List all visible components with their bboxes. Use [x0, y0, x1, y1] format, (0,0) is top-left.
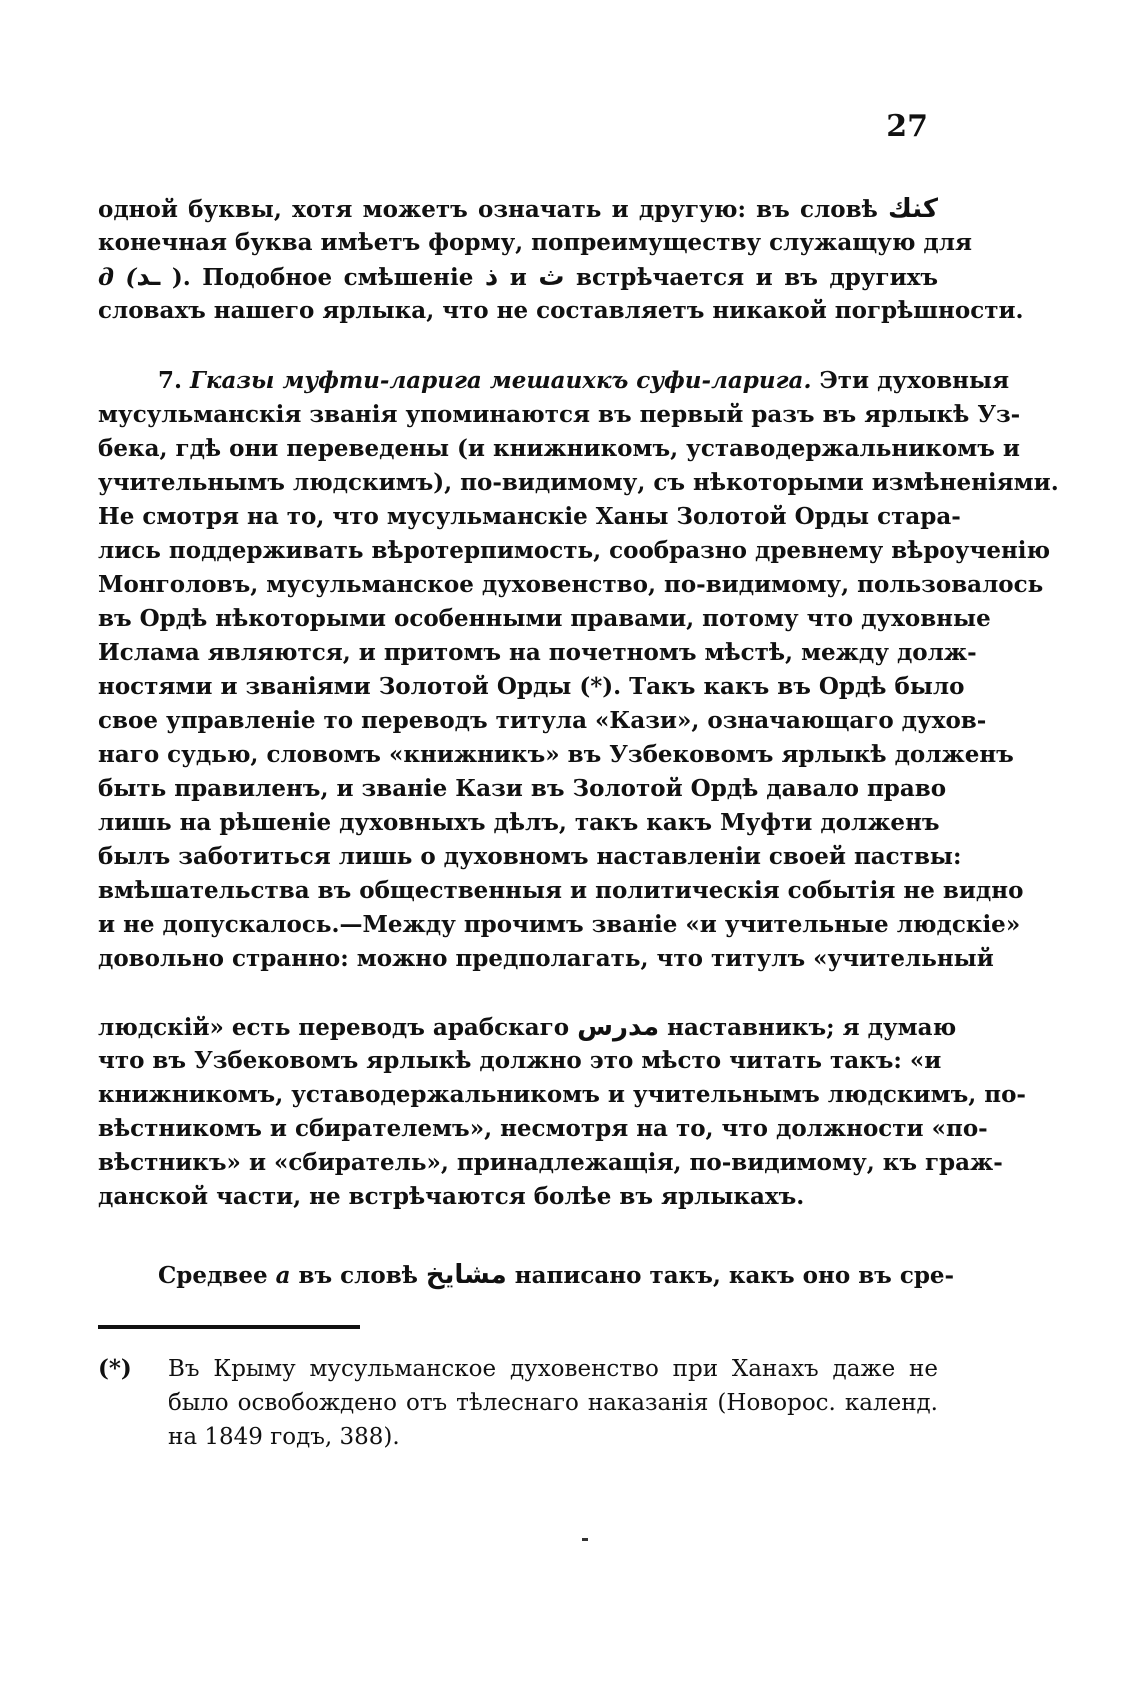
arabic-word-mudarris: مدرس [577, 1012, 660, 1042]
p2-line-1: 7. Гказы муфти-ларига мешаихкъ суфи-ларига. Эти духовныя [158, 367, 1010, 394]
p2-line: вмѣшательства въ общественныя и политическія событія не видно [98, 877, 1024, 904]
p2-line: ностями и званіями Золотой Орды (*). Такъ какъ въ Ордѣ было [98, 673, 965, 700]
p2-line: данской части, не встрѣчаются болѣе въ ярлыкахъ. [98, 1183, 805, 1210]
paragraph-2 [98, 364, 1059, 976]
p2-line: лись поддерживать вѣротерпимость, сообразно древнему вѣроученію [98, 537, 1051, 564]
p2-line: и не допускалось.—Между прочимъ званіе «и учительные людскіе» [98, 911, 1021, 938]
p2-line: вѣстникомъ и сбирателемъ», несмотря на то, что должности «по- [98, 1115, 988, 1142]
p2-line: былъ заботиться лишь о духовномъ наставленіи своей паствы: [98, 843, 962, 870]
p1-line-2: конечная буква имѣетъ форму, попреимуществу служащую для [98, 229, 972, 256]
p2-line: вѣстникъ» и «сбиратель», принадлежащія, по-видимому, къ граж- [98, 1149, 1003, 1176]
arabic-letter-tha: ث [538, 262, 565, 292]
p2-line: книжникомъ, уставодержальникомъ и учительнымъ людскимъ, по- [98, 1081, 1026, 1108]
arabic-dal-form: ـد [136, 262, 161, 292]
footnote-line: Въ Крыму мусульманское духовенство при Ханахъ даже не [168, 1356, 938, 1382]
p3-line-1: Средвее а въ словѣ مشايخ написано такъ, какъ оно въ сре- [158, 1260, 955, 1290]
paragraph-1 [98, 192, 1024, 328]
p2-line: что въ Узбековомъ ярлыкѣ должно это мѣсто читать такъ: «и [98, 1047, 942, 1074]
p2-line: быть правиленъ, и званіе Кази въ Золотой Ордѣ давало право [98, 775, 947, 802]
footnote-line: на 1849 годъ, 388). [168, 1424, 400, 1450]
p2-line: учительнымъ людскимъ), по-видимому, съ нѣкоторыми измѣненіями. [98, 469, 1059, 496]
print-speck [582, 1538, 588, 1541]
arabic-letter-dhal: ذ [484, 262, 499, 292]
p2-line: мусульманскія званія упоминаются въ первый разъ въ ярлыкѣ Уз- [98, 401, 1021, 428]
p2-line: Не смотря на то, что мусульманскіе Ханы Золотой Орды стара- [98, 503, 961, 530]
p2-line: наго судью, словомъ «книжникъ» въ Узбековомъ ярлыкѣ долженъ [98, 741, 1014, 768]
footnote-line: было освобождено отъ тѣлеснаго наказанія (Новорос. календ. [168, 1390, 938, 1416]
p2-italic-title: Гказы муфти-ларига мешаихкъ суфи-ларига. [190, 367, 812, 394]
p2-line: Ислама являются, и притомъ на почетномъ мѣстѣ, между долж- [98, 639, 977, 666]
p2-line: лишь на рѣшеніе духовныхъ дѣлъ, такъ какъ Муфти долженъ [98, 809, 940, 836]
arabic-word-knk: کنك [888, 194, 938, 224]
p2-line: свое управленіе то переводъ титула «Кази», означающаго духов- [98, 707, 987, 734]
p1-line-3: д (ـد ). Подобное смѣшеніе ذ и ث встрѣчается и въ другихъ [98, 262, 939, 292]
footnote-mark: (*) [98, 1355, 132, 1382]
page-number: 27 [886, 109, 928, 144]
p2-line: Монголовъ, мусульманское духовенство, по-видимому, пользовалось [98, 571, 1044, 598]
footnote-divider [98, 1325, 360, 1329]
p1-line-1: одной буквы, хотя можетъ означать и другую: въ словѣ کنك [98, 194, 938, 224]
p2-arabic-line: людскій» есть переводъ арабскаго مدرس наставникъ; я думаю [98, 1012, 957, 1042]
p2-line: въ Ордѣ нѣкоторыми особенными правами, потому что духовные [98, 605, 991, 632]
p2-line: довольно странно: можно предполагать, что титулъ «учительный [98, 945, 994, 972]
footnote [98, 1352, 938, 1454]
arabic-word-mashayikh: مشايخ [425, 1260, 507, 1290]
paragraph-2-continued [98, 1010, 1026, 1214]
p2-line: бека, гдѣ они переведены (и книжникомъ, уставодержальникомъ и [98, 435, 1020, 462]
p1-line-4: словахъ нашего ярлыка, что не составляетъ никакой погрѣшности. [98, 297, 1024, 324]
paragraph-3 [98, 1258, 955, 1292]
